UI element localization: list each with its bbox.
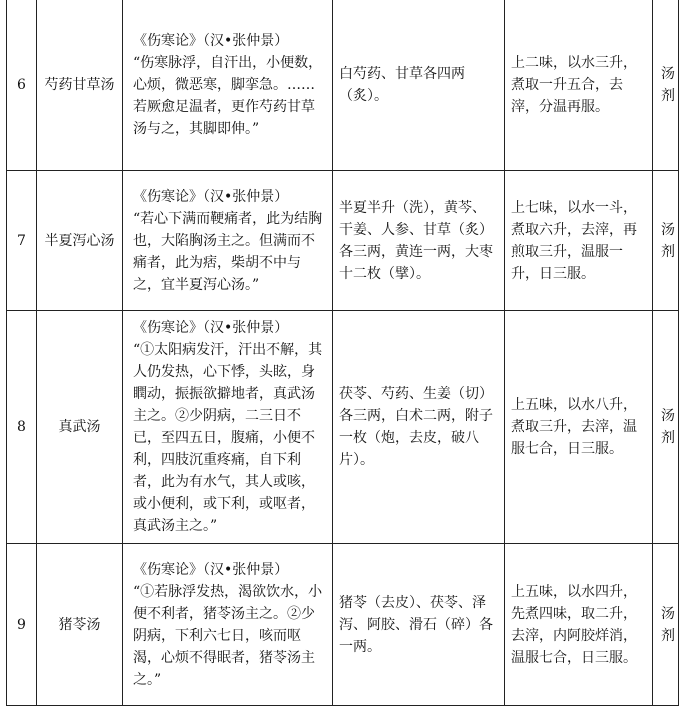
method-cell: 上七味，以水一斗，煮取六升，去滓，再煎取三升，温服一升，日三服。 bbox=[505, 171, 653, 311]
source-title: 《伤寒论》（汉•张仲景） bbox=[133, 32, 289, 49]
source-text: “①太阳病发汗，汗出不解，其人仍发热，心下悸，头眩，身瞤动，振振欲擗地者，真武汤主之。②少阴病，二三日不已，至四五日，腹痛，小便不利，四肢沉重疼痛，自下利者，此为有水气，其人或咳，或小便利，或下利，或呕者，真武汤主之。” bbox=[133, 342, 323, 534]
row-number: 9 bbox=[7, 544, 37, 706]
formula-name: 真武汤 bbox=[37, 311, 123, 544]
row-number: 8 bbox=[7, 311, 37, 544]
source-cell bbox=[123, 544, 333, 706]
formula-name: 猪苓汤 bbox=[37, 544, 123, 706]
source-cell bbox=[123, 171, 333, 311]
table-row bbox=[7, 171, 679, 311]
source-cell bbox=[123, 0, 333, 171]
method-cell: 上二味，以水三升，煮取一升五合，去滓，分温再服。 bbox=[505, 0, 653, 171]
table-row bbox=[7, 544, 679, 706]
dosage-form: 汤剂 bbox=[653, 171, 679, 311]
source-text: “伤寒脉浮，自汗出，小便数，心烦，微恶寒，脚挛急。……若厥愈足温者，更作芍药甘草汤与之，其脚即伸。” bbox=[133, 54, 323, 137]
method-cell: 上五味，以水四升，先煮四味，取二升，去滓，内阿胶烊消，温服七合，日三服。 bbox=[505, 544, 653, 706]
source-title: 《伤寒论》（汉•张仲景） bbox=[133, 188, 289, 205]
row-number: 6 bbox=[7, 0, 37, 171]
composition-cell: 半夏半升（洗），黄芩、干姜、人参、甘草（炙）各三两，黄连一两，大枣十二枚（擘）。 bbox=[333, 171, 505, 311]
dosage-form: 汤剂 bbox=[653, 311, 679, 544]
table-row bbox=[7, 311, 679, 544]
source-title: 《伤寒论》（汉•张仲景） bbox=[133, 561, 289, 578]
dosage-form: 汤剂 bbox=[653, 0, 679, 171]
source-title: 《伤寒论》（汉•张仲景） bbox=[133, 320, 289, 336]
formula-name: 半夏泻心汤 bbox=[37, 171, 123, 311]
dosage-form: 汤剂 bbox=[653, 544, 679, 706]
source-text: “若心下满而鞕痛者，此为结胸也，大陷胸汤主之。但满而不痛者，此为痞，柴胡不中与之，宜半夏泻心汤。” bbox=[133, 210, 323, 293]
prescription-table bbox=[6, 0, 679, 706]
formula-name: 芍药甘草汤 bbox=[37, 0, 123, 171]
method-cell: 上五味，以水八升，煮取三升，去滓，温服七合，日三服。 bbox=[505, 311, 653, 544]
composition-cell: 茯苓、芍药、生姜（切）各三两，白术二两，附子一枚（炮，去皮，破八片）。 bbox=[333, 311, 505, 544]
row-number: 7 bbox=[7, 171, 37, 311]
source-text: “①若脉浮发热，渴欲饮水，小便不利者，猪苓汤主之。②少阴病，下利六七日，咳而呕渴，心烦不得眠者，猪苓汤主之。” bbox=[133, 583, 323, 688]
source-cell bbox=[123, 311, 333, 544]
table-row bbox=[7, 0, 679, 171]
composition-cell: 白芍药、甘草各四两（炙）。 bbox=[333, 0, 505, 171]
composition-cell: 猪苓（去皮）、茯苓、泽泻、阿胶、滑石（碎）各一两。 bbox=[333, 544, 505, 706]
